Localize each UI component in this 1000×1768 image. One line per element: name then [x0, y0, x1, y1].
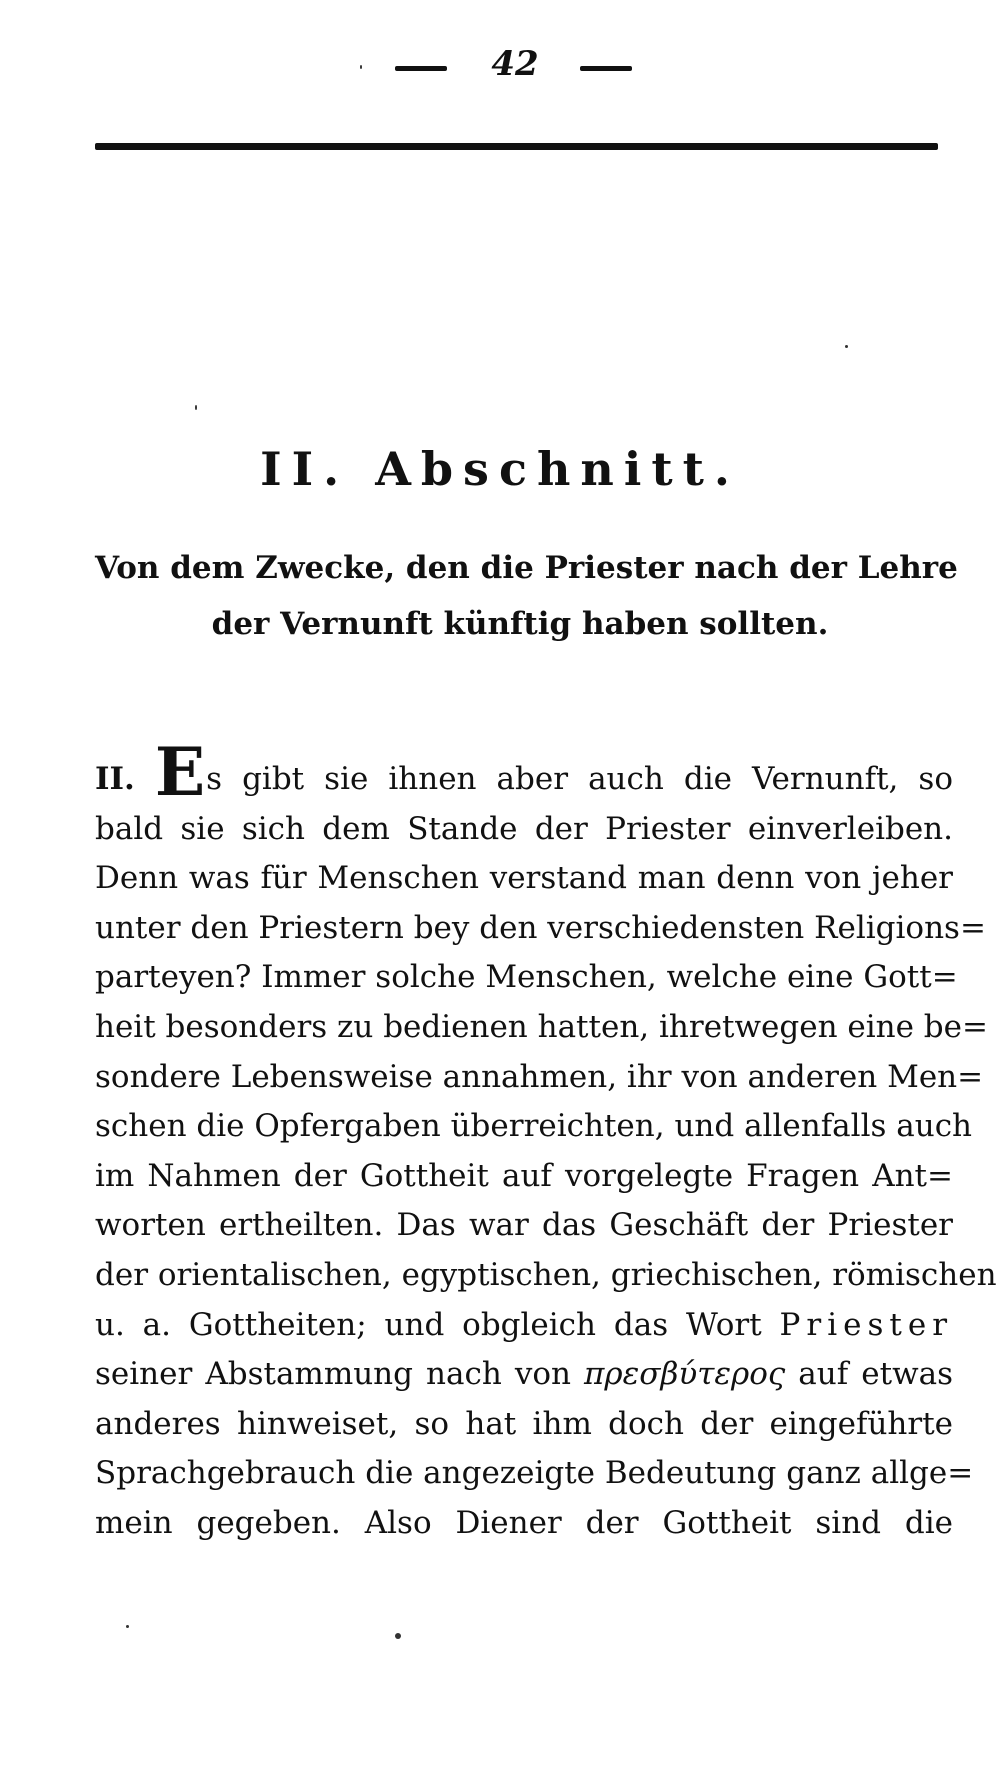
- body-line: parteyen? Immer solche Menschen, welche eine Gott=: [95, 959, 958, 996]
- section-subtitle: [95, 540, 958, 652]
- page-header: [0, 44, 1000, 94]
- body-line-text: auf etwas: [798, 1356, 953, 1393]
- body-line: heit besonders zu bedienen hatten, ihretwegen eine be=: [95, 1008, 988, 1045]
- print-speck: [126, 1625, 129, 1628]
- body-line: mein gegeben. Also Diener der Gottheit sind die: [95, 1504, 953, 1541]
- body-line: Sprachgebrauch die angezeigte Bedeutung ganz allge=: [95, 1455, 974, 1492]
- body-paragraph: [95, 733, 997, 1549]
- section-title: II. Abschnitt.: [260, 442, 740, 496]
- body-line: Denn was für Menschen verstand man denn von jeher: [95, 860, 953, 897]
- greek-word: πρεσβύτερος: [584, 1356, 786, 1393]
- print-speck: [360, 65, 362, 69]
- drop-cap: E: [154, 733, 206, 811]
- subtitle-line: Von dem Zwecke, den die Priester nach der Lehre: [95, 550, 958, 586]
- body-line: im Nahmen der Gottheit auf vorgelegte Fragen Ant=: [95, 1157, 953, 1194]
- body-line: schen die Opfergaben überreichten, und allenfalls auch: [95, 1108, 973, 1145]
- body-line: sondere Lebensweise annahmen, ihr von anderen Men=: [95, 1058, 984, 1095]
- spaced-word: Priester: [779, 1306, 954, 1343]
- body-line: unter den Priestern bey den verschiedensten Religions=: [95, 909, 986, 946]
- body-line: bald sie sich dem Stande der Priester einverleiben.: [95, 810, 953, 847]
- header-dash-left: [395, 66, 447, 71]
- body-line: der orientalischen, egyptischen, griechischen, römischen: [95, 1256, 997, 1293]
- body-line-13: [95, 1301, 953, 1351]
- body-line: worten ertheilten. Das war das Geschäft der Priester: [95, 1207, 953, 1244]
- paragraph-number: II.: [95, 761, 135, 797]
- subtitle-line: der Vernunft künftig haben sollten.: [211, 606, 829, 642]
- print-speck: [395, 1633, 401, 1639]
- print-speck: [845, 345, 848, 348]
- body-line-14: [95, 1350, 953, 1400]
- header-dash-right: [580, 66, 632, 71]
- body-line-text: s gibt sie ihnen aber auch die Vernunft, so: [206, 761, 953, 797]
- print-speck: [195, 405, 197, 410]
- body-line-text: u. a. Gottheiten; und obgleich das Wort: [95, 1306, 762, 1343]
- body-line: anderes hinweiset, so hat ihm doch der eingeführte: [95, 1405, 953, 1442]
- body-line-text: seiner Abstammung nach von: [95, 1356, 571, 1393]
- page-number: 42: [491, 44, 539, 84]
- header-rule: [95, 143, 938, 150]
- body-line-first: [95, 733, 953, 811]
